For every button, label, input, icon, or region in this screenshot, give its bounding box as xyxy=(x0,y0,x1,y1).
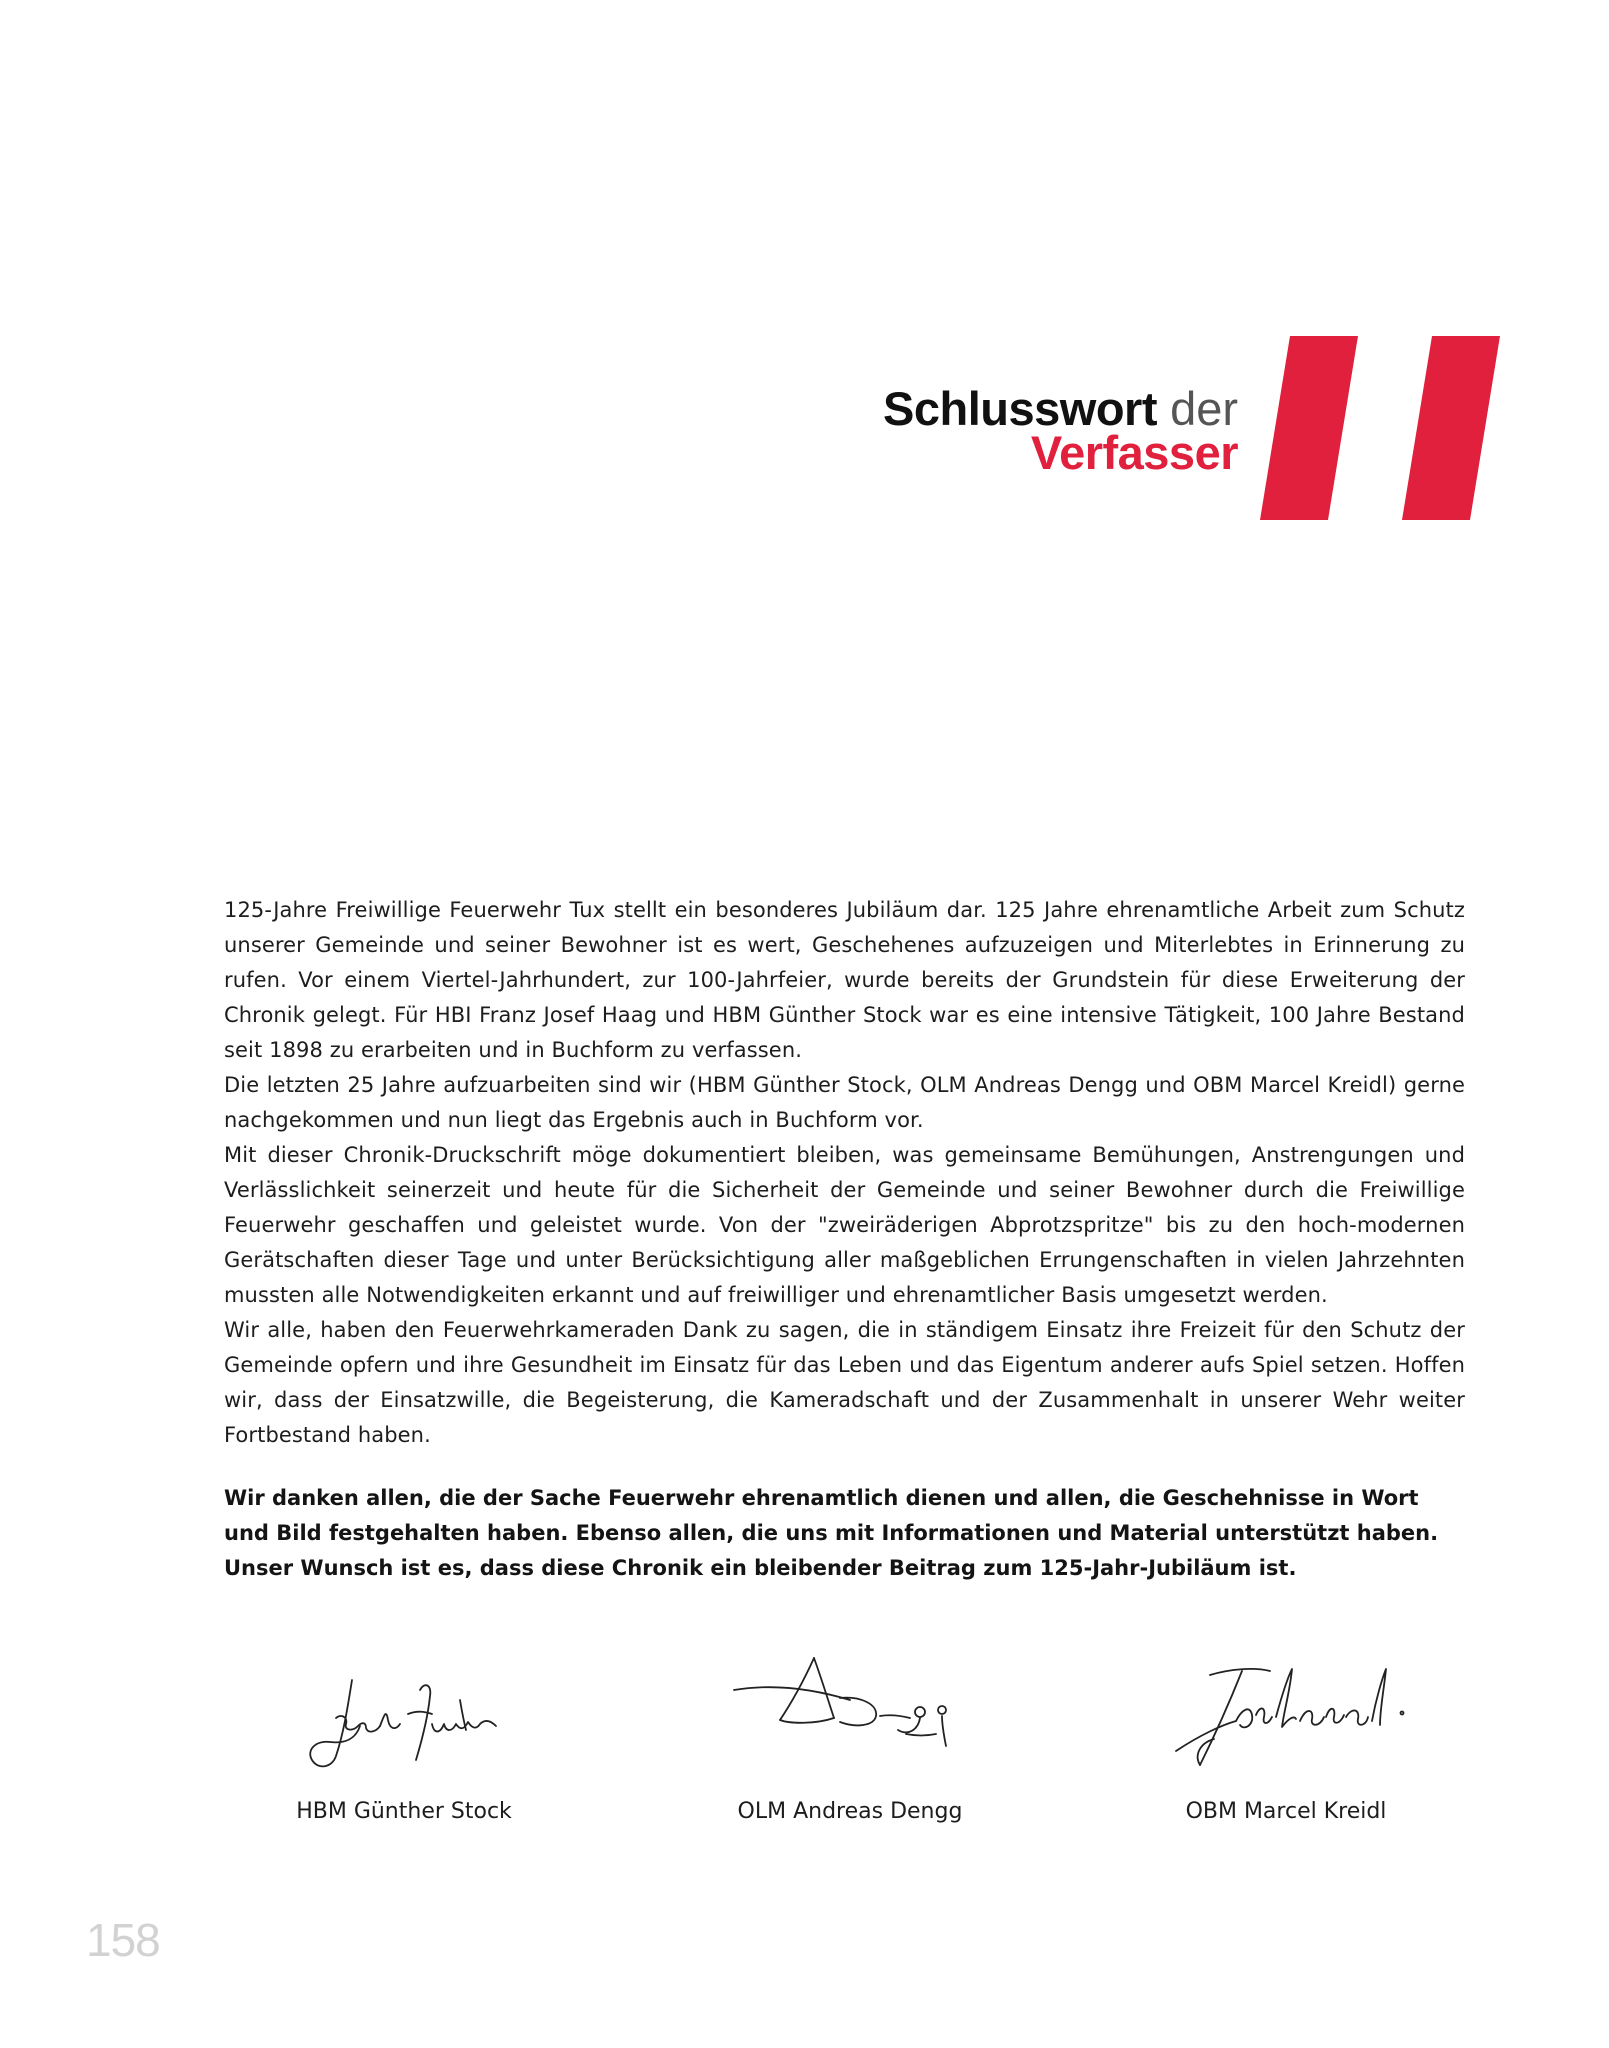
heading-light-word: der xyxy=(1170,382,1238,435)
body-paragraph-1: 125-Jahre Freiwillige Feuerwehr Tux stellt ein besonderes Jubiläum dar. 125 Jahre ehrenamtliche Arbeit zum Schutz unserer Gemeinde und seiner Bewohner ist es wert, Geschehenes aufzuzeigen und Miterlebtes in Erinnerung zu rufen. Vor einem Viertel-Jahrhundert, zur 100-Jahrfeier, wurde bereits der Grundstein für diese Erweiterung der Chronik gelegt. Für HBI Franz Josef Haag und HBM Günther Stock war es eine intensive Tätigkeit, 100 Jahre Bestand seit 1898 zu erarbeiten und in Buchform zu verfassen. xyxy=(224,898,1465,1062)
signature-dengg-icon xyxy=(730,1650,970,1760)
body-paragraph-2: Die letzten 25 Jahre aufzuarbeiten sind wir (HBM Günther Stock, OLM Andreas Dengg und OBM Marcel Kreidl) gerne nachgekommen und nun liegt das Ergebnis auch in Buchform vor. xyxy=(224,1073,1465,1132)
body-paragraph-4: Wir alle, haben den Feuerwehrkameraden Dank zu sagen, die in ständigem Einsatz ihre Freizeit für den Schutz der Gemeinde opfern und ihre Gesundheit im Einsatz für das Leben und das Eigentum anderer aufs Spiel setzen. Hoffen wir, dass der Einsatzwille, die Begeisterung, die Kameradschaft und der Zusammenhalt in unserer Wehr weiter Fortbestand haben. xyxy=(224,1318,1465,1447)
signature-kreidl-icon xyxy=(1170,1655,1410,1780)
heading-line-2: Verfasser xyxy=(1030,426,1238,479)
signer-name-stock: HBM Günther Stock xyxy=(296,1799,512,1824)
page-number: 158 xyxy=(86,1914,160,1966)
quote-mark-icon xyxy=(1260,336,1500,520)
signer-name-dengg: OLM Andreas Dengg xyxy=(737,1799,963,1824)
heading-bold-word: Schlusswort xyxy=(883,382,1157,435)
heading-line-1 xyxy=(883,382,1238,435)
body-text xyxy=(224,893,1465,1453)
signer-name-kreidl: OBM Marcel Kreidl xyxy=(1185,1799,1387,1824)
section-heading xyxy=(883,382,1238,479)
closing-statement: Wir danken allen, die der Sache Feuerwehr ehrenamtlich dienen und allen, die Geschehnisse in Wort und Bild festgehalten haben. Ebenso allen, die uns mit Informationen und Material unterstützt haben. Unser Wunsch ist es, dass diese Chronik ein bleibender Beitrag zum 125-Jahr-Jubiläum ist. xyxy=(224,1486,1439,1580)
signature-stock-icon xyxy=(300,1660,510,1780)
body-paragraph-3: Mit dieser Chronik-Druckschrift möge dokumentiert bleiben, was gemeinsame Bemühungen, Anstrengungen und Verlässlichkeit seinerzeit und heute für die Sicherheit der Gemeinde und seiner Bewohner durch die Freiwillige Feuerwehr geschaffen und geleistet wurde. Von der "zweiräderigen Abprotzspritze" bis zu den hoch-modernen Gerätschaften dieser Tage und unter Berücksichtigung aller maßgeblichen Errungenschaften in vielen Jahrzehnten mussten alle Notwendigkeiten erkannt und auf freiwilliger und ehrenamtlicher Basis umgesetzt werden. xyxy=(224,1143,1465,1307)
